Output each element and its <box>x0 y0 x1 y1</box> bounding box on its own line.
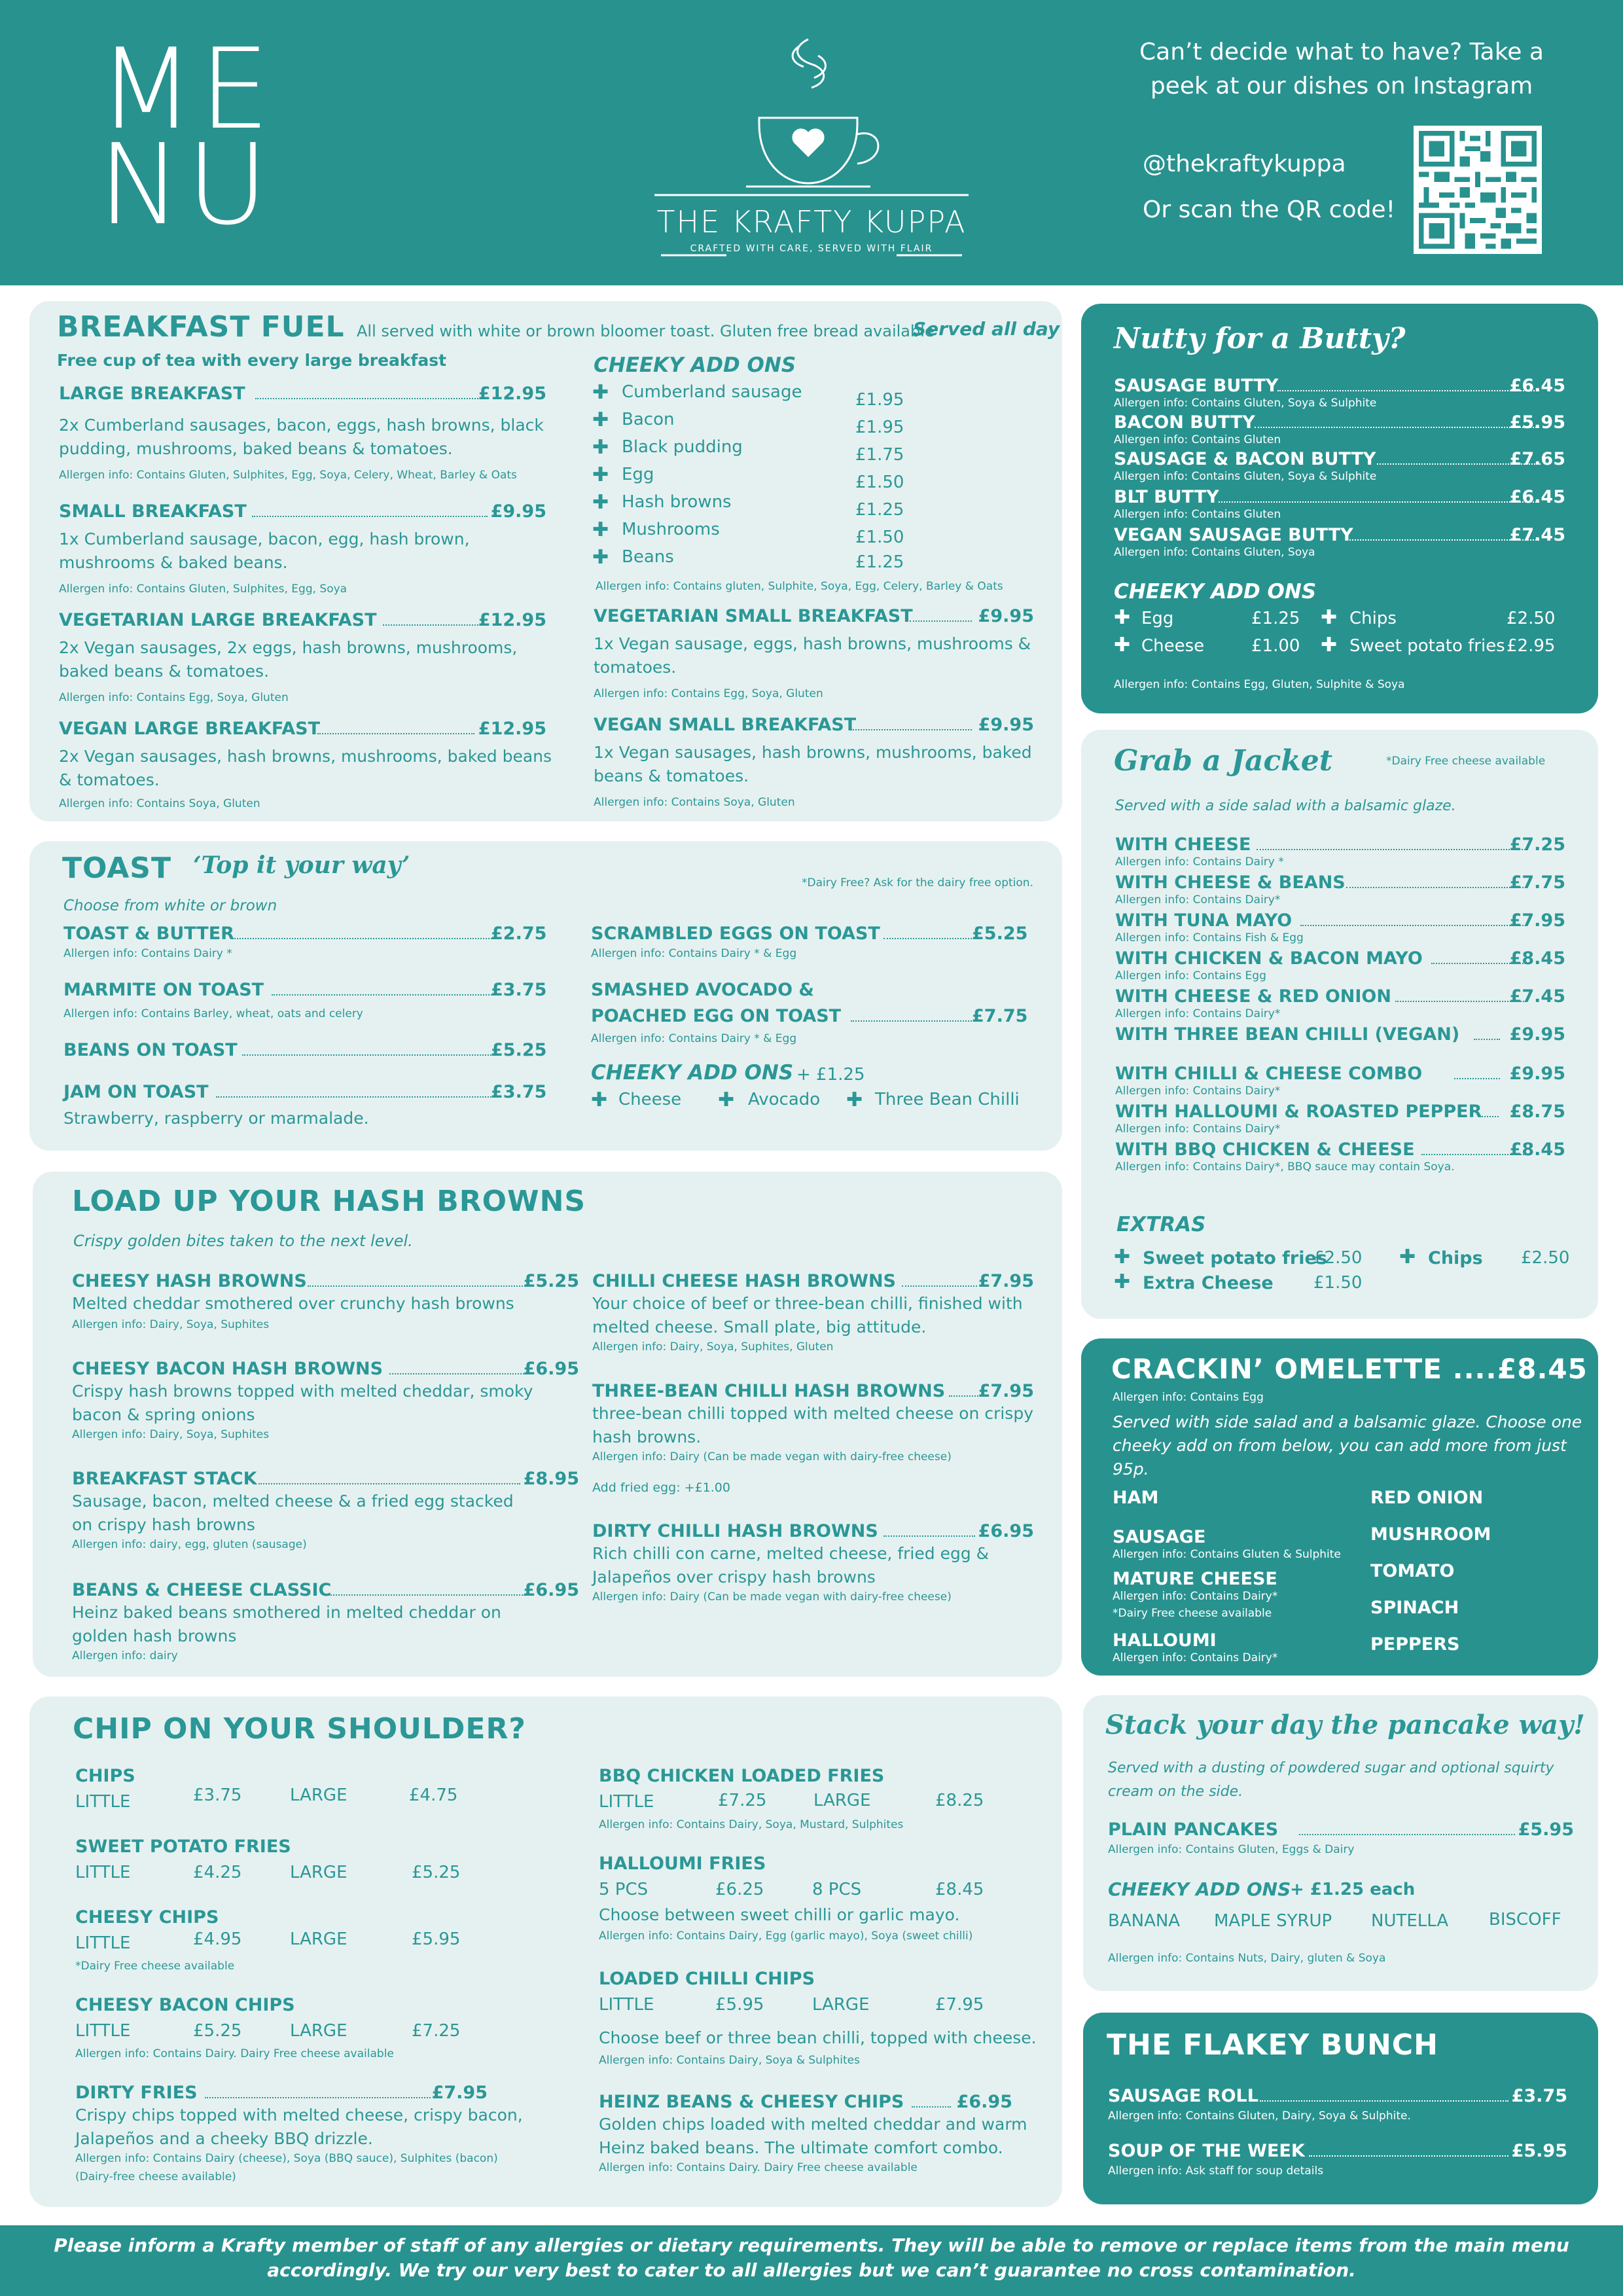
leader-dots <box>1300 925 1526 926</box>
section-title: CRACKIN’ OMELETTE ..... <box>1111 1353 1508 1385</box>
leader-dots <box>383 624 481 626</box>
leader-dots <box>317 733 474 734</box>
plus-icon: ✚ <box>592 546 609 569</box>
hash-browns-panel: LOAD UP YOUR HASH BROWNS Crispy golden bites taken to the next level. CHEESY HASH BROWNS £5.25 Melted cheddar smothered over crunchy hash browns Allergen info: Dairy, Soya, Suphites CHEESY BACON HASH BROWNS £6.95 Crispy hash browns topped with melted cheddar, smoky bacon & spring onions Allergen info: Dairy, Soya, Suphites BREAKFAST STACK £8.95 Sausage, bacon, melted cheese & a fried egg stacked on crispy hash browns Allergen info: dairy, egg, gluten (sausage) BEANS & CHEESE CLASSIC £6.95 Heinz baked beans smothered in melted cheddar on golden hash browns Allergen info: dairy CHILLI CHEESE HASH BROWNS £7.95 Your choice of beef or three-bean chilli, finished with melted cheese. Small plate, big attitude. Allergen info: Dairy, Soya, Suphites, Gluten THREE-BEAN CHILLI HASH BROWNS £7.95 three-bean chilli topped with melted cheese on crispy hash browns. Allergen info: Dairy (Can be made vegan with dairy-free cheese) Add fried egg: +£1.00 DIRTY CHILLI HASH BROWNS £6.95 Rich chilli con carne, melted cheese, fried egg & Jalapeños over crispy hash browns Allergen info: Dairy (Can be made vegan with dairy-free cheese) <box>33 1172 1062 1677</box>
choose-bread-note: Choose from white or brown <box>63 897 277 914</box>
free-tea-note: Free cup of tea with every large breakfast <box>57 351 447 370</box>
plus-icon: ✚ <box>1399 1246 1416 1268</box>
leader-dots <box>883 1535 975 1537</box>
plus-icon: ✚ <box>592 408 609 431</box>
section-title: BREAKFAST FUEL <box>57 310 345 344</box>
flakey-panel: THE FLAKEY BUNCH SAUSAGE ROLL £3.75 Allergen info: Contains Gluten, Dairy, Soya & Sulphite. SOUP OF THE WEEK £5.95 Allergen info: Ask staff for soup details <box>1083 2013 1598 2204</box>
plus-icon: ✚ <box>592 491 609 514</box>
brand-tagline: CRAFTED WITH CARE, SERVED WITH FLAIR <box>690 243 933 254</box>
plus-icon: ✚ <box>1321 634 1338 656</box>
leader-dots <box>851 729 972 730</box>
plus-icon: ✚ <box>1114 1270 1131 1293</box>
qr-code[interactable] <box>1414 126 1542 254</box>
breakfast-panel: BREAKFAST FUEL All served with white or brown bloomer toast. Gluten free bread available Served all day Free cup of tea with every large breakfast LARGE BREAKFAST £12.95 2x Cumberland sausages, bacon, eggs, hash browns, black pudding, mushrooms, baked beans & tomatoes. Allergen info: Contains Gluten, Sulphites, Egg, Soya, Celery, Wheat, Barley & Oats SMALL BREAKFAST £9.95 1x Cumberland sausage, bacon, egg, hash brown, mushrooms & baked beans. Allergen info: Contains Gluten, Sulphites, Egg, Soya VEGETARIAN LARGE BREAKFAST £12.95 2x Vegan sausages, 2x eggs, hash browns, mushrooms, baked beans & tomatoes. Allergen info: Contains Egg, Soya, Gluten VEGAN LARGE BREAKFAST £12.95 2x Vegan sausages, hash browns, mushrooms, baked beans & tomatoes. Allergen info: Contains Soya, Gluten CHEEKY ADD ONS ✚ Cumberland sausage £1.95 ✚ Bacon £1.95 ✚ Black pudding £1.75 ✚ Egg £1.50 ✚ Hash browns £1.25 ✚ Mushrooms £1.50 ✚ Beans £1.25 Allergen info: Contains gluten, Sulphite, Soya, Egg, Celery, Barley & Oats VEGETARIAN SMALL BREAKFAST £9.95 1x Vegan sausage, eggs, hash browns, mushrooms & tomatoes. Allergen info: Contains Egg, Soya, Gluten VEGAN SMALL BREAKFAST £9.95 1x Vegan sausages, hash browns, mushrooms, baked beans & tomatoes. Allergen info: Contains Soya, Gluten <box>29 301 1062 821</box>
menu-title: ME NU <box>98 25 276 250</box>
leader-dots <box>255 398 481 399</box>
addons-title: CHEEKY ADD ONS <box>1108 1878 1291 1900</box>
leader-dots <box>910 620 972 622</box>
section-title: CHIP ON YOUR SHOULDER? <box>73 1712 526 1746</box>
extras-title: EXTRAS <box>1116 1213 1206 1236</box>
leader-dots <box>1474 1039 1500 1040</box>
section-subtitle: All served with white or brown bloomer toast. Gluten free bread available <box>357 322 935 340</box>
omelette-price: £8.45 <box>1497 1353 1588 1385</box>
leader-dots <box>389 1373 527 1374</box>
section-subtitle: Crispy golden bites taken to the next level. <box>73 1232 413 1250</box>
addon-item[interactable]: BISCOFF <box>1489 1910 1561 1929</box>
leader-dots <box>242 1054 494 1056</box>
section-script-title: ‘Top it your way’ <box>193 852 410 879</box>
leader-dots <box>1255 427 1539 428</box>
leader-dots <box>252 516 488 517</box>
leader-dots <box>1454 1078 1500 1079</box>
section-script-title: Grab a Jacket <box>1114 744 1333 778</box>
addons-allergen: Allergen info: Contains Nuts, Dairy, gluten & Soya <box>1108 1952 1386 1965</box>
leader-dots <box>329 1594 525 1596</box>
plus-icon: ✚ <box>592 381 609 404</box>
addon-item[interactable]: MAPLE SYRUP <box>1214 1911 1332 1931</box>
brand-name: THE KRAFTY KUPPA <box>656 204 967 240</box>
plus-icon: ✚ <box>1114 606 1131 629</box>
dairy-free-note: *Dairy Free? Ask for the dairy free option. <box>802 876 1033 889</box>
addons-allergen: Allergen info: Contains Egg, Gluten, Sulphite & Soya <box>1114 678 1405 691</box>
leader-dots <box>1257 849 1528 850</box>
instagram-note: Can’t decide what to have? Take a peek at our dishes on Instagram <box>1139 39 1544 99</box>
addons-title: CHEEKY ADD ONS <box>1114 580 1317 603</box>
omelette-desc: Served with side salad and a balsamic glaze. Choose one cheeky add on from below, you can add more from just 95p. <box>1113 1412 1582 1479</box>
plus-icon: ✚ <box>718 1088 735 1111</box>
scan-qr-text: Or scan the QR code! <box>1143 196 1396 223</box>
footer-line: accordingly. We try our very best to cater to all allergies but we can’t guarantee no cross contamination. <box>267 2259 1356 2281</box>
section-title: TOAST <box>62 852 171 885</box>
plus-icon: ✚ <box>592 463 609 486</box>
leader-dots <box>1299 1834 1515 1835</box>
leader-dots <box>883 938 972 939</box>
plus-icon: ✚ <box>1321 606 1338 629</box>
leader-dots <box>1346 887 1526 888</box>
omelette-allergen: Allergen info: Contains Egg <box>1113 1391 1264 1404</box>
leader-dots <box>272 994 494 996</box>
plus-icon: ✚ <box>1114 1246 1131 1268</box>
plus-icon: ✚ <box>1114 634 1131 656</box>
leader-dots <box>851 1020 972 1022</box>
addon-item[interactable]: NUTELLA <box>1371 1911 1449 1931</box>
plus-icon: ✚ <box>846 1088 863 1111</box>
leader-dots <box>1219 501 1539 503</box>
pancake-panel: Stack your day the pancake way! Served with a dusting of powdered sugar and optional squirty cream on the side. PLAIN PANCAKES £5.95 Allergen info: Contains Gluten, Eggs & Dairy CHEEKY ADD ONS + £1.25 each BANANA MAPLE SYRUP NUTELLA BISCOFF Allergen info: Contains Nuts, Dairy, gluten & Soya <box>1083 1695 1598 1991</box>
leader-dots <box>308 1285 530 1287</box>
leader-dots <box>1260 2100 1508 2102</box>
section-script-title: Stack your day the pancake way! <box>1105 1710 1585 1740</box>
leader-dots <box>259 1483 520 1484</box>
leader-dots <box>1277 390 1539 391</box>
section-title: LOAD UP YOUR HASH BROWNS <box>72 1185 586 1218</box>
leader-dots <box>949 1395 978 1397</box>
allergy-footer <box>0 2225 1623 2296</box>
addons-title: CHEEKY ADD ONS <box>594 353 796 377</box>
section-title: THE FLAKEY BUNCH <box>1107 2028 1438 2062</box>
addons-allergen: Allergen info: Contains gluten, Sulphite, Soya, Egg, Celery, Barley & Oats <box>596 580 1003 593</box>
leader-dots <box>1309 2155 1508 2157</box>
butty-panel: Nutty for a Butty? SAUSAGE BUTTY £6.45 Allergen info: Contains Gluten, Soya & Sulphite BACON BUTTY £5.95 Allergen info: Contains Gluten SAUSAGE & BACON BUTTY £7.65 Allergen info: Contains Gluten, Soya & Sulphite BLT BUTTY £6.45 Allergen info: Contains Gluten VEGAN SAUSAGE BUTTY £7.45 Allergen info: Contains Gluten, Soya CHEEKY ADD ONS ✚ Egg £1.25 ✚ Chips £2.50 ✚ Cheese £1.00 ✚ Sweet potato fries £2.95 Allergen info: Contains Egg, Gluten, Sulphite & Soya <box>1081 304 1598 713</box>
dairy-free-note: *Dairy Free cheese available <box>1386 755 1546 768</box>
header-banner <box>0 0 1623 285</box>
leader-dots <box>216 1096 494 1098</box>
addons-price: + £1.25 <box>796 1065 865 1085</box>
plus-icon: ✚ <box>592 518 609 541</box>
addons-title: CHEEKY ADD ONS <box>591 1061 794 1085</box>
leader-dots <box>1479 1116 1499 1117</box>
leader-dots <box>232 938 494 939</box>
section-script-title: Nutty for a Butty? <box>1114 322 1406 355</box>
toast-panel: TOAST ‘Top it your way’ *Dairy Free? Ask for the dairy free option. Choose from white or brown TOAST & BUTTER £2.75 Allergen info: Contains Dairy * MARMITE ON TOAST £3.75 Allergen info: Contains Barley, wheat, oats and celery BEANS ON TOAST £5.25 JAM ON TOAST £3.75 Strawberry, raspberry or marmalade. SCRAMBLED EGGS ON TOAST £5.25 Allergen info: Contains Dairy * & Egg SMASHED AVOCADO & POACHED EGG ON TOAST £7.75 Allergen info: Contains Dairy * & Egg CHEEKY ADD ONS + £1.25 ✚ Cheese ✚ Avocado ✚ Three Bean Chilli <box>29 841 1062 1151</box>
pancake-desc: Served with a dusting of powdered sugar and optional squirty cream on the side. <box>1108 1760 1554 1800</box>
addon-item[interactable]: BANANA <box>1108 1911 1181 1931</box>
leader-dots <box>205 2097 431 2098</box>
plus-icon: ✚ <box>592 436 609 459</box>
instagram-handle[interactable]: @thekraftykuppa <box>1143 151 1346 177</box>
leader-dots <box>902 1285 977 1287</box>
leader-dots <box>912 2106 951 2108</box>
served-all-day: Served all day <box>913 318 1060 340</box>
chips-panel: CHIP ON YOUR SHOULDER? CHIPS LITTLE £3.75 LARGE £4.75 SWEET POTATO FRIES LITTLE £4.25 LARGE £5.25 CHEESY CHIPS LITTLE £4.95 LARGE £5.95 *Dairy Free cheese available CHEESY BACON CHIPS LITTLE £5.25 LARGE £7.25 Allergen info: Contains Dairy. Dairy Free cheese available DIRTY FRIES £7.95 Crispy chips topped with melted cheese, crispy bacon, Jalapeños and a cheeky BBQ drizzle. Allergen info: Contains Dairy (cheese), Soya (BBQ sauce), Sulphites (bacon) (Dairy-free cheese available) BBQ CHICKEN LOADED FRIES LITTLE £7.25 LARGE £8.25 Allergen info: Contains Dairy, Soya, Mustard, Sulphites HALLOUMI FRIES 5 PCS £6.25 8 PCS £8.45 Choose between sweet chilli or garlic mayo. Allergen info: Contains Dairy, Egg (garlic mayo), Soya (sweet chilli) LOADED CHILLI CHIPS LITTLE £5.95 LARGE £7.95 Choose beef or three bean chilli, topped with cheese. Allergen info: Contains Dairy, Soya & Sulphites HEINZ BEANS & CHEESY CHIPS £6.95 Golden chips loaded with melted cheddar and warm Heinz baked beans. The ultimate comfort combo. Allergen info: Contains Dairy. Dairy Free cheese available <box>29 1696 1062 2207</box>
section-subtitle: Served with a side salad with a balsamic glaze. <box>1115 798 1456 814</box>
plus-icon: ✚ <box>591 1088 608 1111</box>
omelette-panel: CRACKIN’ OMELETTE ..... £8.45 Allergen info: Contains Egg Served with side salad and a balsamic glaze. Choose one cheeky add on from below, you can add more from just 95p. HAM SAUSAGE Allergen info: Contains Gluten & Sulphite MATURE CHEESE Allergen info: Contains Dairy* *Dairy Free cheese available HALLOUMI Allergen info: Contains Dairy* RED ONION MUSHROOM TOMATO SPINACH PEPPERS <box>1081 1338 1598 1676</box>
jacket-panel: Grab a Jacket *Dairy Free cheese available Served with a side salad with a balsamic glaze. WITH CHEESE £7.25 Allergen info: Contains Dairy * WITH CHEESE & BEANS £7.75 Allergen info: Contains Dairy* WITH TUNA MAYO £7.95 Allergen info: Contains Fish & Egg WITH CHICKEN & BACON MAYO £8.45 Allergen info: Contains Egg WITH CHEESE & RED ONION £7.45 Allergen info: Contains Dairy* WITH THREE BEAN CHILLI (VEGAN) £9.95 WITH CHILLI & CHEESE COMBO £9.95 Allergen info: Contains Dairy* WITH HALLOUMI & ROASTED PEPPER £8.75 Allergen info: Contains Dairy* WITH BBQ CHICKEN & CHEESE £8.45 Allergen info: Contains Dairy*, BBQ sauce may contain Soya. EXTRAS ✚ Sweet potato fries £2.50 ✚ Chips £2.50 ✚ Extra Cheese £1.50 <box>1081 730 1598 1319</box>
addons-price: + £1.25 each <box>1290 1880 1416 1899</box>
footer-line: Please inform a Krafty member of staff of any allergies or dietary requirements. They will be able to remove or replace items from the main menu <box>54 2234 1569 2256</box>
